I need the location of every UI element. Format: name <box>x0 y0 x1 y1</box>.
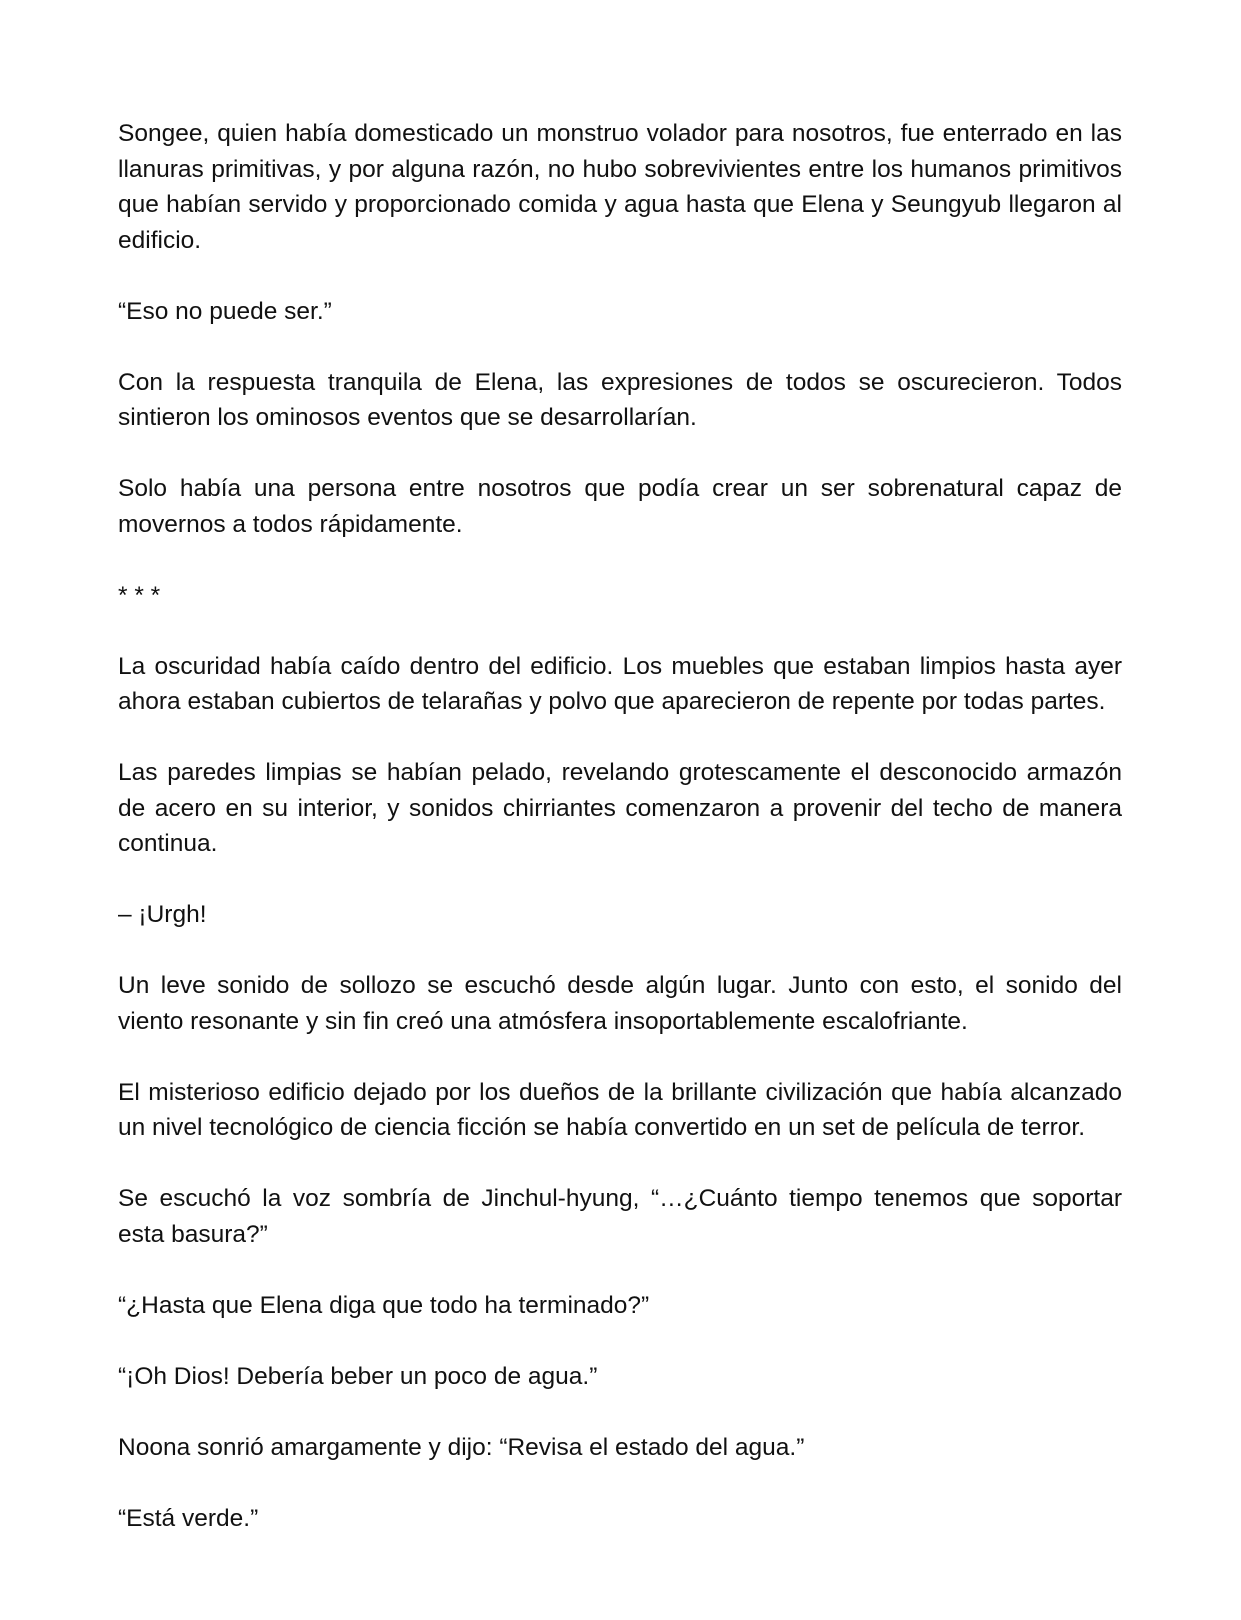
paragraph-2: “Eso no puede ser.” <box>118 297 332 325</box>
paragraph-8: – ¡Urgh! <box>118 901 207 928</box>
document-body <box>118 116 1122 1572</box>
paragraph-4: Solo había una persona entre nosotros que podía crear un ser sobrenatural capaz de movernos a todos rápidamente. <box>118 475 1122 538</box>
paragraph-14: Noona sonrió amargamente y dijo: “Revisa el estado del agua.” <box>118 1433 805 1461</box>
section-break: * * * <box>118 581 161 609</box>
paragraph-11: Se escuchó la voz sombría de Jinchul-hyung, “…¿Cuánto tiempo tenemos que soportar esta basura?” <box>118 1185 1122 1248</box>
paragraph-10: El misterioso edificio dejado por los dueños de la brillante civilización que había alcanzado un nivel tecnológico de ciencia ficción se había convertido en un set de película de terror. <box>118 1078 1122 1141</box>
paragraph-12: “¿Hasta que Elena diga que todo ha terminado?” <box>118 1291 650 1319</box>
paragraph-9: Un leve sonido de sollozo se escuchó desde algún lugar. Junto con esto, el sonido del viento resonante y sin fin creó una atmósfera insoportablemente escalofriante. <box>118 972 1122 1035</box>
paragraph-6: La oscuridad había caído dentro del edificio. Los muebles que estaban limpios hasta ayer ahora estaban cubiertos de telarañas y polvo que aparecieron de repente por todas partes. <box>118 652 1122 715</box>
paragraph-15: “Está verde.” <box>118 1504 259 1532</box>
paragraph-13: “¡Oh Dios! Debería beber un poco de agua.” <box>118 1362 598 1390</box>
paragraph-3: Con la respuesta tranquila de Elena, las expresiones de todos se oscurecieron. Todos sintieron los ominosos eventos que se desarrollarían. <box>118 368 1122 431</box>
paragraph-1: Songee, quien había domesticado un monstruo volador para nosotros, fue enterrado en las llanuras primitivas, y por alguna razón, no hubo sobrevivientes entre los humanos primitivos que habían servido y proporcionado comida y agua hasta que Elena y Seungyub llegaron al edificio. <box>118 120 1122 254</box>
paragraph-7: Las paredes limpias se habían pelado, revelando grotescamente el desconocido armazón de acero en su interior, y sonidos chirriantes comenzaron a provenir del techo de manera continua. <box>118 759 1122 857</box>
